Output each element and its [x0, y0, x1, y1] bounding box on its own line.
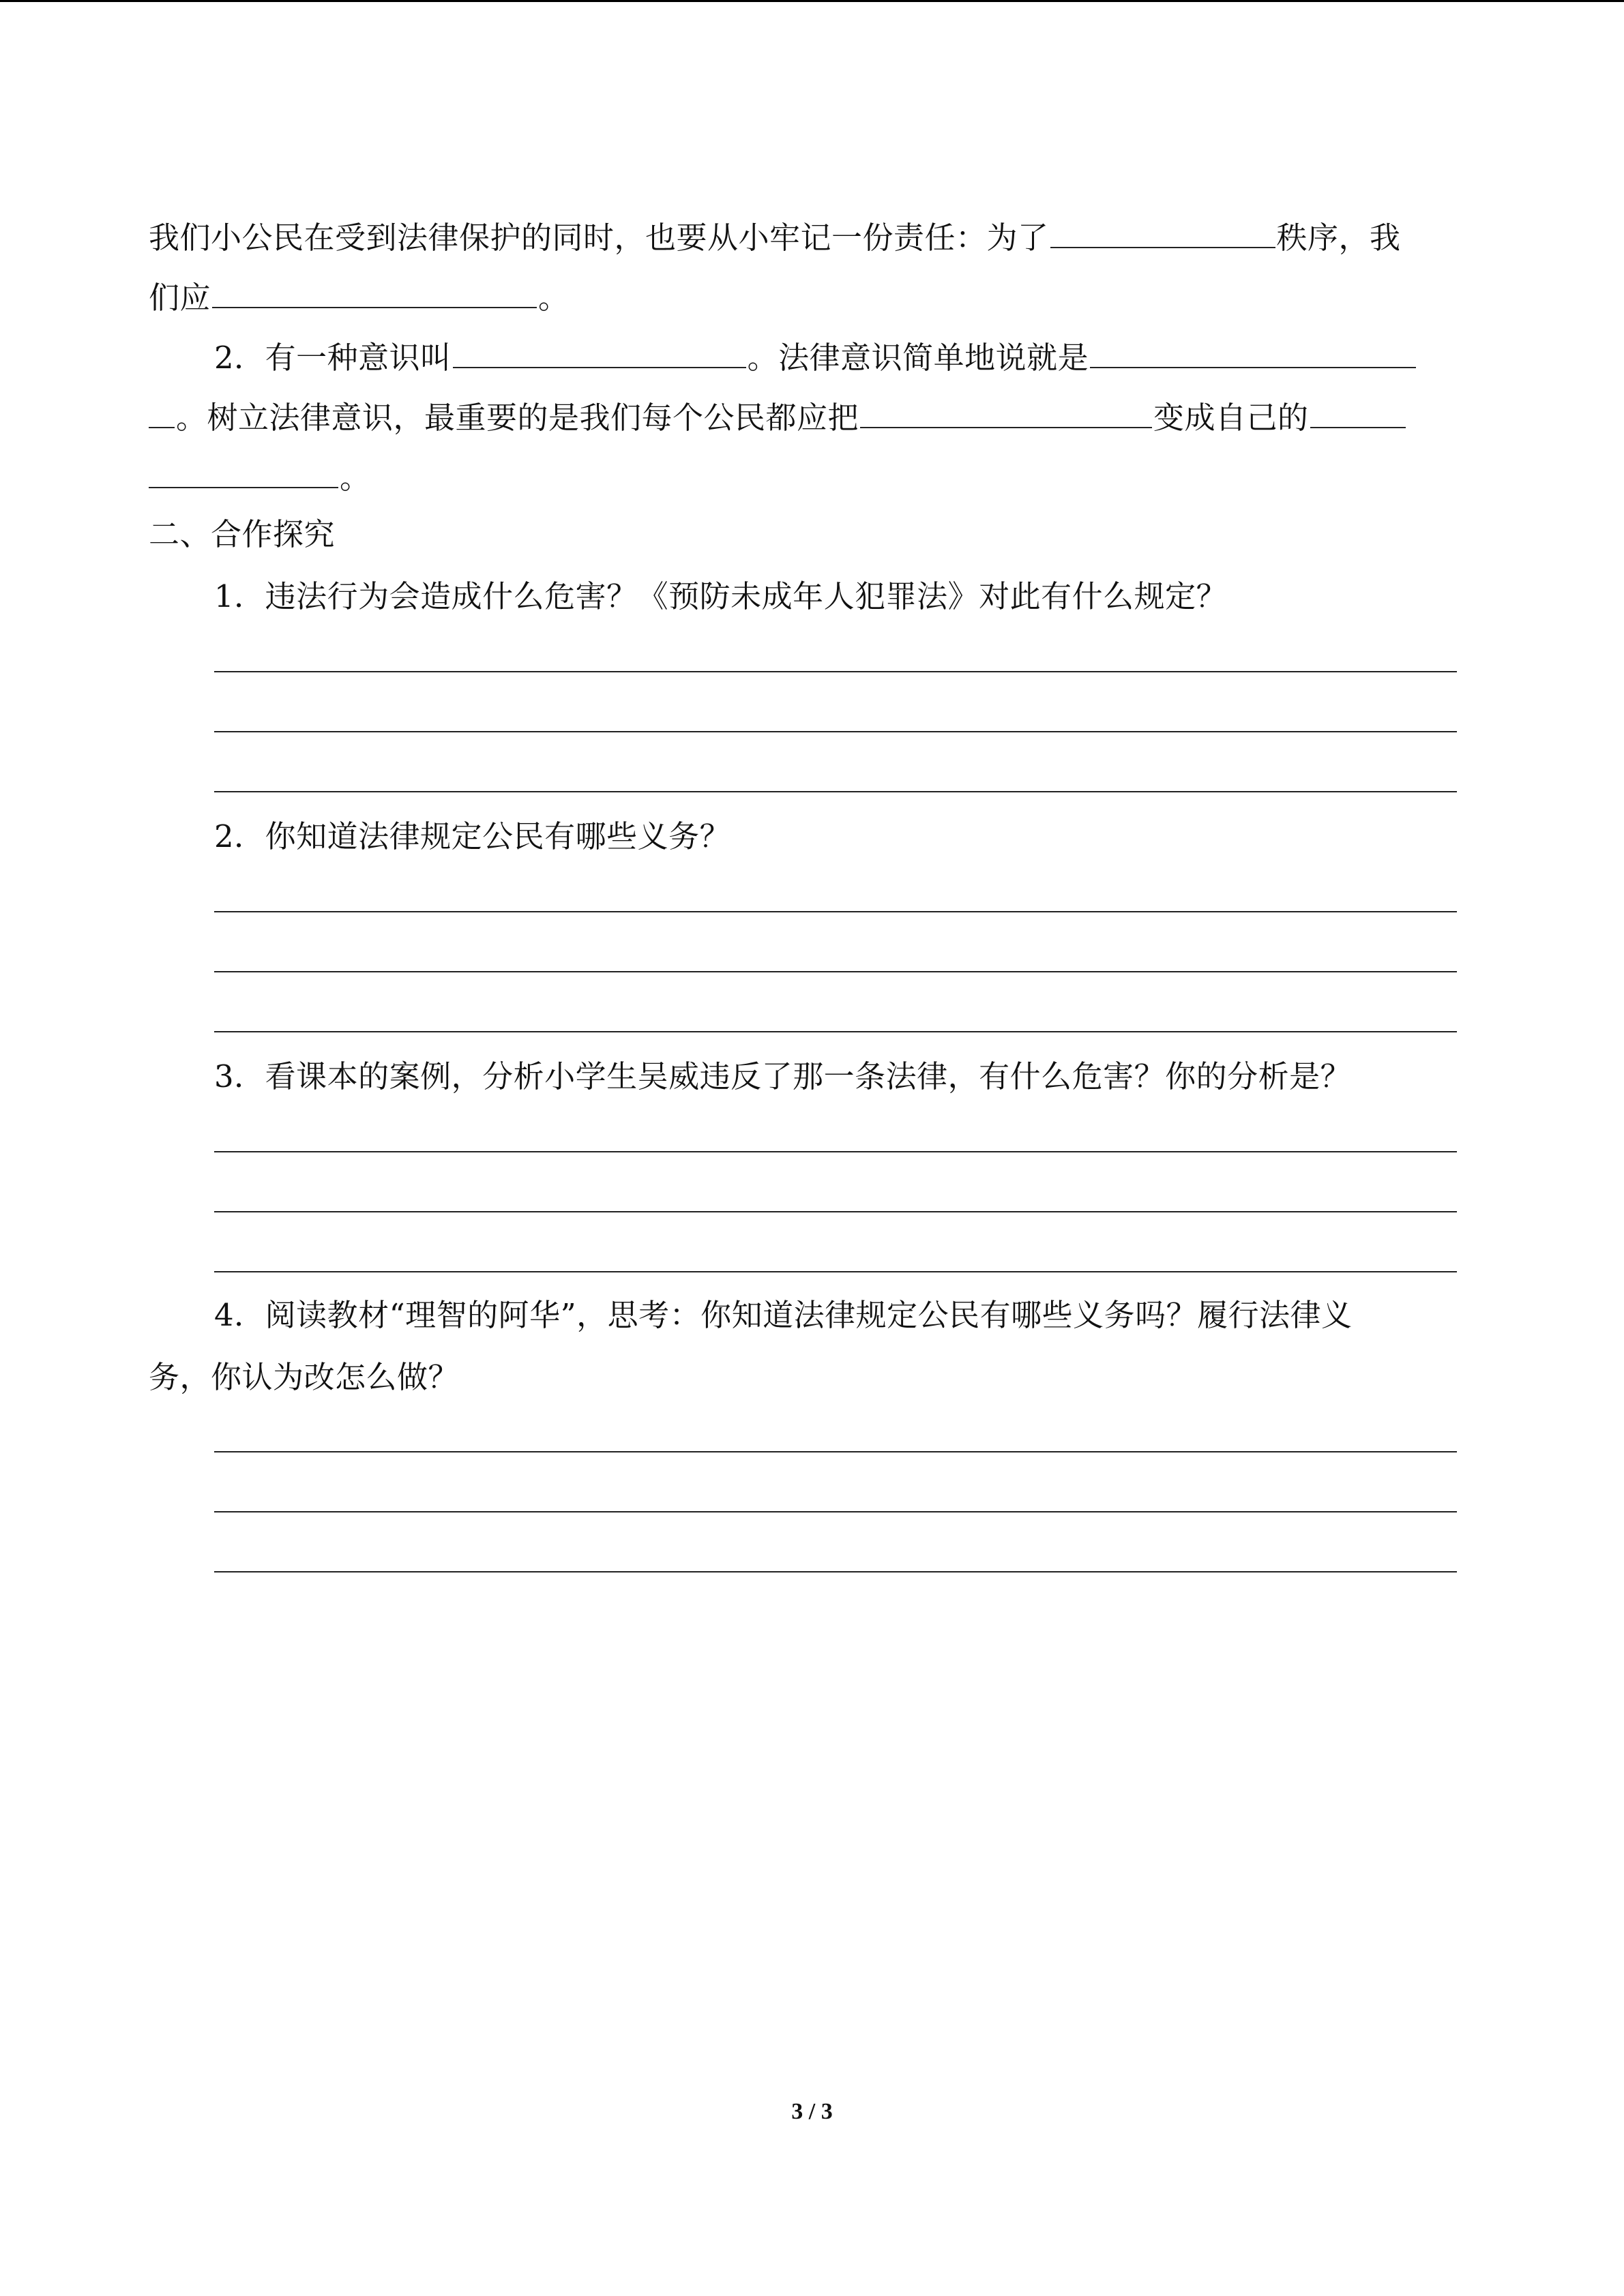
answer-blank[interactable] [212, 275, 537, 308]
answer-line[interactable] [214, 1451, 1457, 1452]
page-number: 3 / 3 [791, 2099, 833, 2124]
question-number: 3． [214, 1058, 265, 1094]
fill-in-text: 。法律意识简单地说就是 [747, 340, 1089, 376]
question-text: 看课本的案例，分析小学生吴威违反了那一条法律，有什么危害？你的分析是？ [265, 1058, 1352, 1094]
answer-blank[interactable] [149, 396, 175, 428]
answer-blank[interactable] [453, 336, 746, 368]
answer-line[interactable] [214, 911, 1457, 912]
answer-blank[interactable] [1090, 336, 1416, 368]
question-number: 2． [214, 818, 265, 854]
question-4 [214, 1295, 1353, 1336]
fill-in-line-1 [149, 215, 1401, 258]
section-heading: 二、合作探究 [149, 516, 336, 552]
answer-line[interactable] [214, 731, 1457, 732]
fill-in-question-2-line-3 [149, 456, 371, 498]
fill-in-text: 们应 [149, 280, 211, 316]
question-text: 你知道法律规定公民有哪些义务？ [265, 818, 731, 854]
answer-blank[interactable] [1050, 215, 1275, 248]
answer-line[interactable] [214, 1511, 1457, 1512]
fill-in-text: 。 [538, 280, 570, 316]
answer-line[interactable] [214, 671, 1457, 672]
fill-in-text: 秩序，我 [1276, 220, 1401, 256]
answer-blank[interactable] [1310, 396, 1406, 428]
answer-blank[interactable] [149, 456, 338, 488]
fill-in-text: 变成自己的 [1153, 400, 1309, 436]
answer-line[interactable] [214, 971, 1457, 972]
fill-in-text: 有一种意识叫 [265, 340, 452, 376]
fill-in-line-2 [149, 275, 570, 318]
question-3 [214, 1056, 1351, 1097]
question-text: 阅读教材“理智的阿华”，思考：你知道法律规定公民有哪些义务吗？履行法律义 [265, 1297, 1353, 1333]
fill-in-question-2-line-2 [149, 396, 1407, 438]
fill-in-text: 。 [340, 460, 371, 496]
question-number: 4． [214, 1297, 265, 1333]
answer-line[interactable] [214, 1211, 1457, 1212]
answer-line[interactable] [214, 1031, 1457, 1032]
answer-line[interactable] [214, 791, 1457, 792]
answer-line[interactable] [214, 1271, 1457, 1272]
question-2 [214, 816, 730, 857]
question-number: 2． [214, 340, 265, 376]
fill-in-text: 。树立法律意识，最重要的是我们每个公民都应把 [176, 400, 859, 436]
answer-line[interactable] [214, 1571, 1457, 1572]
question-number: 1． [214, 578, 265, 614]
answer-blank[interactable] [860, 396, 1152, 428]
answer-line[interactable] [214, 1151, 1457, 1152]
question-text: 违法行为会造成什么危害？《预防未成年人犯罪法》对此有什么规定？ [265, 578, 1228, 614]
fill-in-question-2 [214, 336, 1417, 378]
question-1 [214, 576, 1227, 617]
fill-in-text: 我们小公民在受到法律保护的同时，也要从小牢记一份责任：为了 [149, 220, 1049, 256]
question-4-continuation: 务，你认为改怎么做？ [149, 1359, 460, 1395]
